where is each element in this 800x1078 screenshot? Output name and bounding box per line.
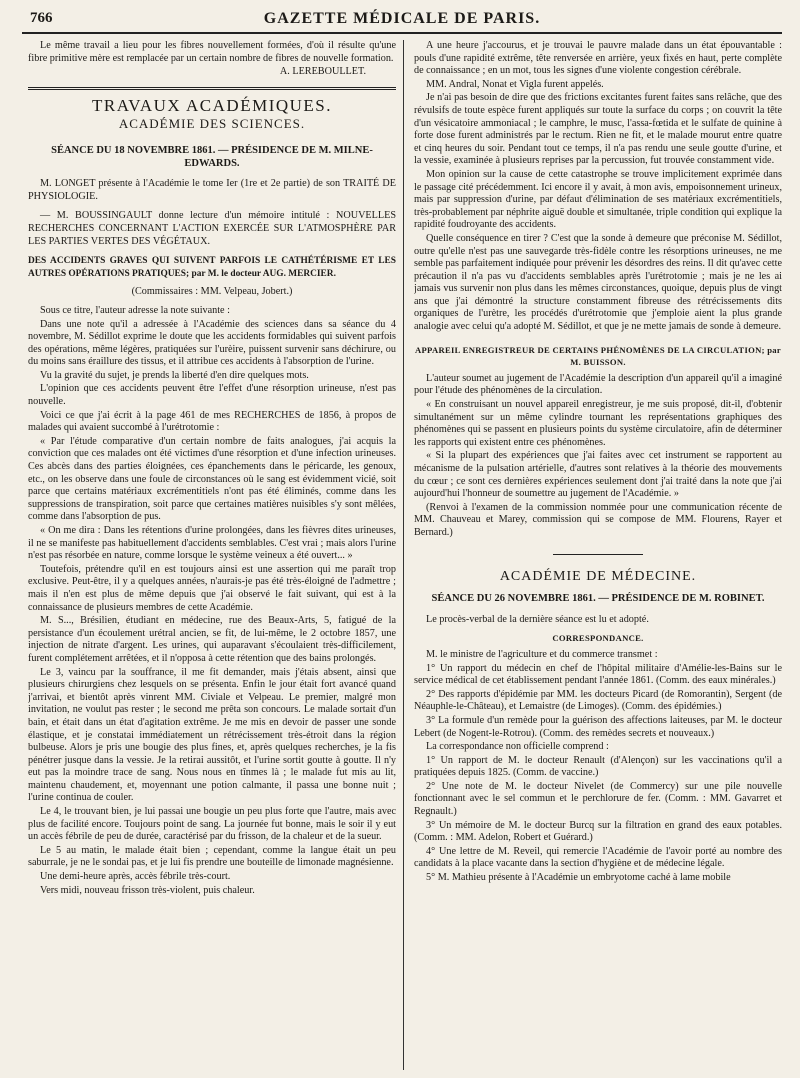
paragraph: L'auteur soumet au jugement de l'Académie la description d'un appareil qu'il a imaginé pour l'étude des phénomènes de la circulation.: [414, 372, 782, 397]
right-column: [414, 40, 782, 1070]
paragraph: Sous ce titre, l'auteur adresse la note suivante :: [40, 304, 230, 316]
paragraph: Une demi-heure après, accès fébrile très-court.: [40, 871, 231, 883]
columns: [22, 40, 782, 1070]
commissioners: (Commissaires : MM. Velpeau, Jobert.): [131, 286, 293, 298]
paragraph: — M. BOUSSINGAULT donne lecture d'un mémoire intitulé : NOUVELLES RECHERCHES CONCERNANT L'ACTION EXERCÉE SUR L'ATMOSPHÈRE PAR LES PARTIES VERTES DES VÉGÉTAUX.: [28, 210, 396, 247]
academy-heading: ACADÉMIE DE MÉDECINE.: [499, 568, 697, 584]
paragraph: Le 5 au matin, le malade était bien ; cependant, comme la langue était un peu saburrale, je ne le sondai pas, et je lui fis prendre une bouteille de limonade magnésienne.: [28, 844, 396, 869]
paragraph: Le 4, le trouvant bien, je lui passai une bougie un peu plus forte que l'autre, mais avec plus de facilité encore. Toujours point de sang. La journée fut bonne, mais le soir il y eut un accès fébrile de peu de durée, caractérisé par du frisson, de la chaleur et de la sueur.: [28, 806, 396, 843]
list-item: 2° Une note de M. le docteur Nivelet (de Commercy) sur une pile nouvelle fonctionnant avec le sel commun et le perchlorure de fer. (Comm. : MM. Gavarret et Regnault.): [414, 780, 782, 818]
paragraph: « On me dira : Dans les rétentions d'urine prolongées, dans les fièvres dites urineuses, il ne se manifeste pas habituellement d'accidents semblables. C'est vrai ; mais alors l'urine n'est pas résorbée en nature, comme lorsque le système veineux a été ouvert... »: [28, 525, 396, 562]
page-header: [22, 10, 782, 38]
paragraph: Le procès-verbal de la dernière séance est lu et adopté.: [426, 613, 649, 625]
list-item: 5° M. Mathieu présente à l'Académie un embryotome caché à lame mobile: [426, 872, 731, 884]
paragraph: Toutefois, prétendre qu'il en est toujours ainsi est une assertion qui me paraît trop exclusive. Peut-être, il y a quelques années, n'aurais-je pas été très-éloigné de l'admettre ; mais il n'en est plus de même depuis que j'ai observé le fait suivant, qui est à la connaissance de plusieurs membres de cette Académie.: [28, 563, 396, 613]
paragraph: L'opinion que ces accidents peuvent être l'effet d'une résorption urineuse, n'est pas nouvelle.: [28, 383, 396, 408]
paragraph: « Par l'étude comparative d'un certain nombre de faits analogues, j'ai acquis la conviction que ces malades ont été victimes d'une résorption et d'une infection urineuses. Ces abcès dans des parties éloignées, ces épanchements dans le péricarde, les genoux, etc., on les observe dans une foule de circonstances où le sang est évidemment vicié, soit parce que certains matériaux excrémentitiels n'ont pas été éliminés, comme dans les suppressions de transpiration, soit parce que certaines matières nuisibles s'y sont mêlées, comme dans l'absorption de pus.: [28, 435, 396, 523]
paragraph: « Si la plupart des expériences que j'ai faites avec cet instrument se rapportent au mécanisme de la pulsation artérielle, d'autres sont relatives à la théorie des mouvements du cœur ; ce sont ces dernières expériences seulement dont j'ai traité dans la note que j'ai aujourd'hui l'honneur de soumettre au jugement de l'Académie. »: [414, 450, 782, 500]
paragraph: « En construisant un nouvel appareil enregistreur, je me suis proposé, dit-il, d'obtenir simultanément sur un même cylindre tournant les représentations graphiques des phénomènes qui se passent en plusieurs points du système circulatoire, afin de déterminer les rapports qui existent entre ces phénomènes.: [414, 399, 782, 448]
session-heading: SÉANCE DU 26 NOVEMBRE 1861. — PRÉSIDENCE DE M. ROBINET.: [431, 593, 765, 605]
intro-paragraph: Le même travail a lieu pour les fibres nouvellement formées, d'où il résulte qu'une fibre primitive mère est remplacée par un certain nombre de fibres de nouvelle formation.: [28, 40, 396, 64]
paragraph: Quelle conséquence en tirer ? C'est que la sonde à demeure que préconise M. Sédillot, outre qu'elle n'est pas une sauvegarde très-fidèle contre les résorptions urineuses, ne me semble pas parfaitement indiquée pour prévenir les désordres des reins. Il dit qu'avec cette précaution il n'a pas vu d'accidents semblables après l'urétrotomie ; mais je ne les ai jamais vus survenir non plus dans les mêmes circonstances, quoique, depuis plus de vingt ans que j'ai démontré la structure constamment fibreuse des rétrécissements dits organiques de l'urètre, les procédés d'urétrotomie que j'emploie aient la plus grande analogie avec celui qu'a adopté M. Sédillot, et que je ne mette jamais de sonde à demeure.: [414, 232, 782, 333]
paragraph: La correspondance non officielle comprend :: [426, 741, 609, 753]
page-number: 766: [30, 10, 53, 26]
paragraph: A une heure j'accourus, et je trouvai le pauvre malade dans un état épouvantable : pouls d'une rapidité extrême, tête renversée en arrière, yeux fixés en haut, perte complète de connaissance ; en un mot, tous les signes d'une violente congestion cérébrale.: [414, 40, 782, 77]
list-item: 1° Un rapport du médecin en chef de l'hôpital militaire d'Amélie-les-Bains sur le service médical de cet établissement pendant l'année 1861. (Comm. des eaux minérales.): [414, 662, 782, 687]
author-signature: A. LEREBOULLET.: [279, 66, 366, 78]
paragraph: Le 3, vaincu par la souffrance, il me fit demander, mais j'étais absent, ainsi que plusieurs chirurgiens chez lesquels on se présenta. Enfin le jour était fort avancé quand j'arrivai, et bientôt après vinrent MM. Civiale et Velpeau. Le premier, malgré mon invitation, ne voulut pas rester ; le second me prêta son concours. Le malade sortait d'un bain, et était dans un état d'agitation extrême. Je me mis en devoir de passer une sonde élastique, et je constatai immédiatement un rétrécissement très-étroit dans la région bulbeuse. Alors je pris une bougie des plus fines, et, après quelques recherches, je la fis pénétrer jusque dans la vessie. Je la retirai aussitôt, et l'urine sortit goutte à goutte. Il n'y eut pas la moindre trace de sang. Nous nous en tînmes là ; le malade fut mis au lit, maintenu chaudement, et, moyennant une potion calmante, il passa une bonne nuit ; l'urine continua de couler.: [28, 666, 396, 804]
section-divider: [28, 87, 396, 90]
paragraph: Voici ce que j'ai écrit à la page 461 de mes RECHERCHES de 1856, à propos de malades qui avaient succombé à l'urétrotomie :: [28, 409, 396, 434]
list-item: 4° Une lettre de M. Reveil, qui remercie l'Académie de l'avoir porté au nombre des candidats à la place vacante dans la section d'hygiène et de médecine légale.: [414, 845, 782, 870]
academy-heading: ACADÉMIE DES SCIENCES.: [118, 116, 306, 132]
list-item: 2° Des rapports d'épidémie par MM. les docteurs Picard (de Romorantin), Sergent (de Néauphle-le-Château), et Lemaistre (de Limoges). (Comm. des épidémies.): [414, 688, 782, 713]
session-heading: SÉANCE DU 18 NOVEMBRE 1861. — PRÉSIDENCE DE M. MILNE-EDWARDS.: [51, 144, 373, 169]
list-item: 3° Un mémoire de M. le docteur Burcq sur la filtration en grand des eaux potables. (Comm. : MM. Adelon, Robert et Guérard.): [414, 819, 782, 844]
paragraph: Vu la gravité du sujet, je prends la liberté d'en dire quelques mots.: [40, 369, 309, 381]
paragraph: Vers midi, nouveau frisson très-violent, puis chaleur.: [40, 884, 255, 896]
list-item: 1° Un rapport de M. le docteur Renault (d'Alençon) sur les vaccinations qu'il a pratiquées depuis 1825. (Comm. de vaccine.): [414, 754, 782, 779]
newspaper-page: [22, 10, 782, 1070]
paragraph: Mon opinion sur la cause de cette catastrophe se trouve implicitement exprimée dans le passage cité précédemment. Ici encore il y avait, à mon avis, empoisonnement urineux, mais par suppression d'urine, par défaut d'élimination de ses matériaux excrémentitiels, très-probablement par néphrite aiguë double et simultanée, triple condition qui explique la rapidité foudroyante des accidents.: [414, 168, 782, 231]
paragraph: Dans une note qu'il a adressée à l'Académie des sciences dans sa séance du 4 novembre, M. Sédillot exprime le doute que les accidents formidables qui suivent parfois des opérations, même légères, pratiquées sur l'urèire, puissent survenir sans déchirure, ou du moins sans éraillure des tissus, et il attribue ces accidents à l'absorption de l'urine.: [28, 318, 396, 368]
left-column: [28, 40, 396, 1070]
column-divider: [403, 40, 404, 1070]
correspondence-heading: CORRESPONDANCE.: [552, 633, 644, 644]
paragraph: M. S..., Brésilien, étudiant en médecine, rue des Beaux-Arts, 5, fatigué de la persistance d'un écoulement urétral ancien, se fit, de lui-même, le 2 octobre 1857, une injection de nitrate d'argent. Les urines, qui auparavant s'écoulaient très-difficilement, furent complétement arrêtées, et il n'opposa à cette rétention que des bains prolongés.: [28, 615, 396, 664]
section-title: TRAVAUX ACADÉMIQUES.: [91, 95, 332, 115]
paragraph: M. LONGET présente à l'Académie le tome Ier (1re et 2e partie) de son TRAITÉ DE PHYSIOLOGIE.: [28, 178, 396, 202]
paragraph: (Renvoi à l'examen de la commission nommée pour une communication récente de MM. Chauveau et Marey, commission qui se compose de MM. Flourens, Rayer et Bernard.): [414, 501, 782, 538]
paragraph: MM. Andral, Nonat et Vigla furent appelés.: [426, 78, 604, 90]
header-rule: [22, 32, 782, 34]
paragraph: Je n'ai pas besoin de dire que des frictions excitantes furent faites sans relâche, que des révulsifs de toute espèce furent appliqués sur toute la surface du corps ; on couvrit la tête d'un vésicatoire ammoniacal ; le camphre, le musc, l'assa-fœtida et le sulfate de quinine à forte dose furent administrés par le rectum. Rien ne fit, et le malade mourut entre quatre et cinq heures du soir. Pendant tout ce temps, il n'a pas rendu une seule goutte d'urine, et la vessie, examinée à plusieurs reprises par la percussion, fut trouvée constamment vide.: [414, 92, 782, 167]
paragraph: M. le ministre de l'agriculture et du commerce transmet :: [426, 648, 658, 660]
article-title: DES ACCIDENTS GRAVES QUI SUIVENT PARFOIS LE CATHÉTÉRISME ET LES AUTRES OPÉRATIONS PRATIQUES; par M. le docteur AUG. MERCIER.: [28, 256, 396, 279]
short-divider: [553, 554, 643, 555]
journal-title: GAZETTE MÉDICALE DE PARIS.: [263, 10, 541, 27]
list-item: 3° La formule d'un remède pour la guérison des affections laiteuses, par M. le docteur Lebert (de Nogent-le-Rotrou). (Comm. des remèdes secrets et nouveaux.): [414, 714, 782, 739]
article-title: APPAREIL ENREGISTREUR DE CERTAINS PHÉNOMÈNES DE LA CIRCULATION; par M. BUISSON.: [415, 344, 781, 368]
